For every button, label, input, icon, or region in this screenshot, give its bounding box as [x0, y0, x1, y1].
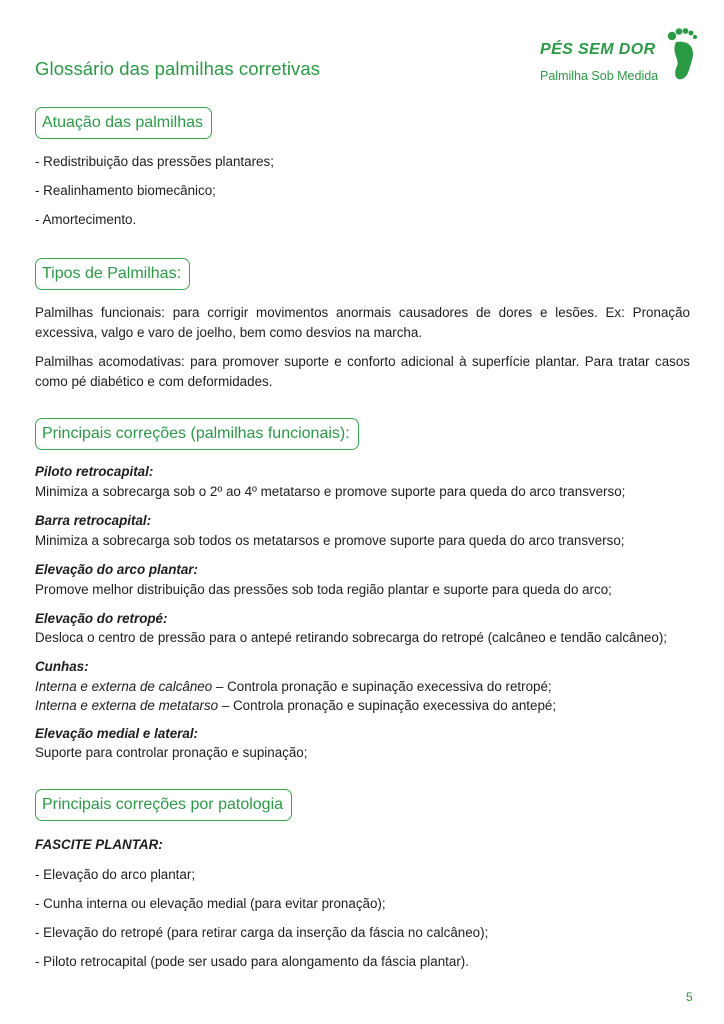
term-cunhas: Cunhas:: [35, 659, 89, 674]
page-title: Glossário das palmilhas corretivas: [35, 58, 321, 79]
paragraph-acomodativas: Palmilhas acomodativas: para promover suporte e conforto adicional à superfície plantar. Para tratar casos como pé diabético e com deformidades.: [35, 354, 690, 389]
list-item: - Elevação do arco plantar;: [35, 867, 196, 882]
sub-text: – Controla pronação e supinação execessiva do retropé;: [212, 679, 552, 694]
desc-cunha-calcaneo: [35, 677, 552, 697]
desc-arco: Promove melhor distribuição das pressões sob toda região plantar e suporte para queda do arco;: [35, 582, 612, 597]
page-number: 5: [686, 990, 693, 1004]
logo-name: PÉS SEM DOR: [540, 41, 656, 58]
paragraph-funcionais: Palmilhas funcionais: para corrigir movimentos anormais causadores de dores e lesões. Ex: Pronação excessiva, valgo e varo de joelho, bem como desvios na marcha.: [35, 305, 690, 340]
section-heading-atuacao: Atuação das palmilhas: [35, 107, 212, 139]
list-item: - Realinhamento biomecânico;: [35, 183, 216, 198]
sub-text: – Controla pronação e supinação execessiva do antepé;: [218, 698, 557, 713]
list-item: - Cunha interna ou elevação medial (para evitar pronação);: [35, 896, 386, 911]
desc-cunha-metatarso: [35, 696, 556, 716]
desc-retrope: Desloca o centro de pressão para o antepé retirando sobrecarga do retropé (calcâneo e tendão calcâneo);: [35, 630, 667, 645]
desc-barra: Minimiza a sobrecarga sob todos os metatarsos e promove suporte para queda do arco transverso;: [35, 533, 625, 548]
desc-piloto: Minimiza a sobrecarga sob o 2º ao 4º metatarso e promove suporte para queda do arco transverso;: [35, 484, 626, 499]
term-piloto: Piloto retrocapital:: [35, 464, 154, 479]
section-heading-patologia: Principais correções por patologia: [35, 789, 292, 821]
brand-logo: [537, 27, 697, 85]
list-item: - Redistribuição das pressões plantares;: [35, 154, 274, 169]
footprint-icon: [666, 27, 698, 81]
list-item: - Elevação do retropé (para retirar carga da inserção da fáscia no calcâneo);: [35, 925, 489, 940]
list-item: - Amortecimento.: [35, 212, 137, 227]
section-heading-correcoes: Principais correções (palmilhas funcionais):: [35, 418, 359, 450]
term-elevacao-medial: Elevação medial e lateral:: [35, 726, 199, 741]
subheading-fascite: FASCITE PLANTAR:: [35, 837, 163, 852]
desc-elevacao-medial: Suporte para controlar pronação e supinação;: [35, 745, 308, 760]
term-retrope: Elevação do retropé:: [35, 611, 168, 626]
term-arco: Elevação do arco plantar:: [35, 562, 198, 577]
list-item: - Piloto retrocapital (pode ser usado para alongamento da fáscia plantar).: [35, 954, 469, 969]
logo-subtitle: Palmilha Sob Medida: [540, 69, 659, 83]
sub-label: Interna e externa de calcâneo: [35, 679, 213, 694]
section-heading-tipos: Tipos de Palmilhas:: [35, 258, 190, 290]
sub-label: Interna e externa de metatarso: [35, 698, 219, 713]
term-barra: Barra retrocapital:: [35, 513, 152, 528]
